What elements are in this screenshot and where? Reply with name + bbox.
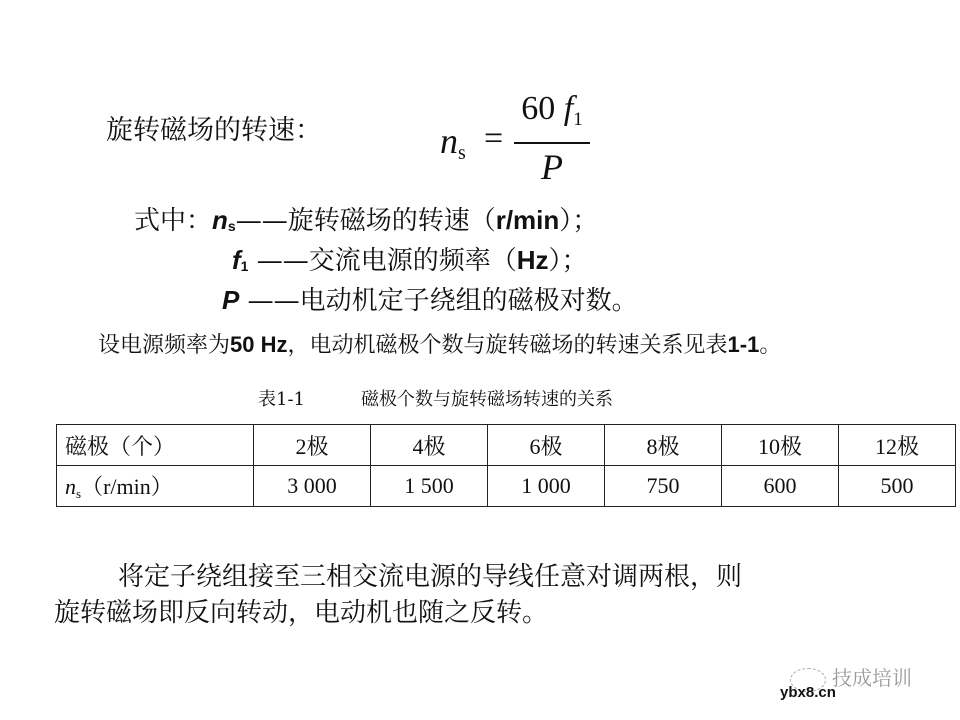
fraction-bar	[514, 142, 590, 144]
formula-denominator: P	[541, 147, 563, 187]
table-cell: 600	[722, 466, 839, 507]
table-cell: 750	[605, 466, 722, 507]
heading-label: 旋转磁场的转速：	[106, 115, 322, 146]
table-cell: 1 500	[371, 466, 488, 507]
table-caption: 表1-1 磁极个数与旋转磁场转速的关系	[258, 389, 613, 410]
row-header-poles: 磁极（个）	[57, 425, 254, 466]
table-row-speed	[57, 466, 956, 507]
row-header-speed: $n_s(r/\min)$	[57, 466, 254, 507]
definition-f1: $f_1$ ——交流电源的频率（Hz）；	[232, 245, 588, 276]
table-cell: 4极	[371, 425, 488, 466]
table-cell: 3 000	[254, 466, 371, 507]
frequency-note: 设电源频率为50 Hz，电动机磁极个数与旋转磁场的转速关系见表1-1。	[98, 332, 782, 358]
watermark-brand: 技成培训	[790, 662, 912, 692]
definition-p: P ——电动机定子绕组的磁极对数。	[222, 285, 638, 316]
definition-ns: 式中：$n_s——$旋转磁场的转速（r/min）；	[134, 205, 599, 236]
poles-speed-table	[56, 424, 956, 507]
table-cell: 6极	[488, 425, 605, 466]
table-cell: 10极	[722, 425, 839, 466]
formula-equals: =	[484, 120, 504, 157]
reverse-paragraph-line1: 将定子绕组接至三相交流电源的导线任意对调两根，则	[118, 562, 743, 592]
table-row-poles	[57, 425, 956, 466]
table-cell: 12极	[839, 425, 956, 466]
watermark-site: ybx8.cn	[780, 684, 836, 701]
speed-formula	[440, 88, 610, 198]
table-cell: 1 000	[488, 466, 605, 507]
formula-lhs: $n_s$	[440, 121, 466, 164]
formula-numerator: 60 $f_1$	[521, 90, 583, 130]
table-cell: 500	[839, 466, 956, 507]
table-cell: 8极	[605, 425, 722, 466]
reverse-paragraph-line2: 旋转磁场即反向转动，电动机也随之反转。	[54, 598, 549, 628]
table-cell: 2极	[254, 425, 371, 466]
